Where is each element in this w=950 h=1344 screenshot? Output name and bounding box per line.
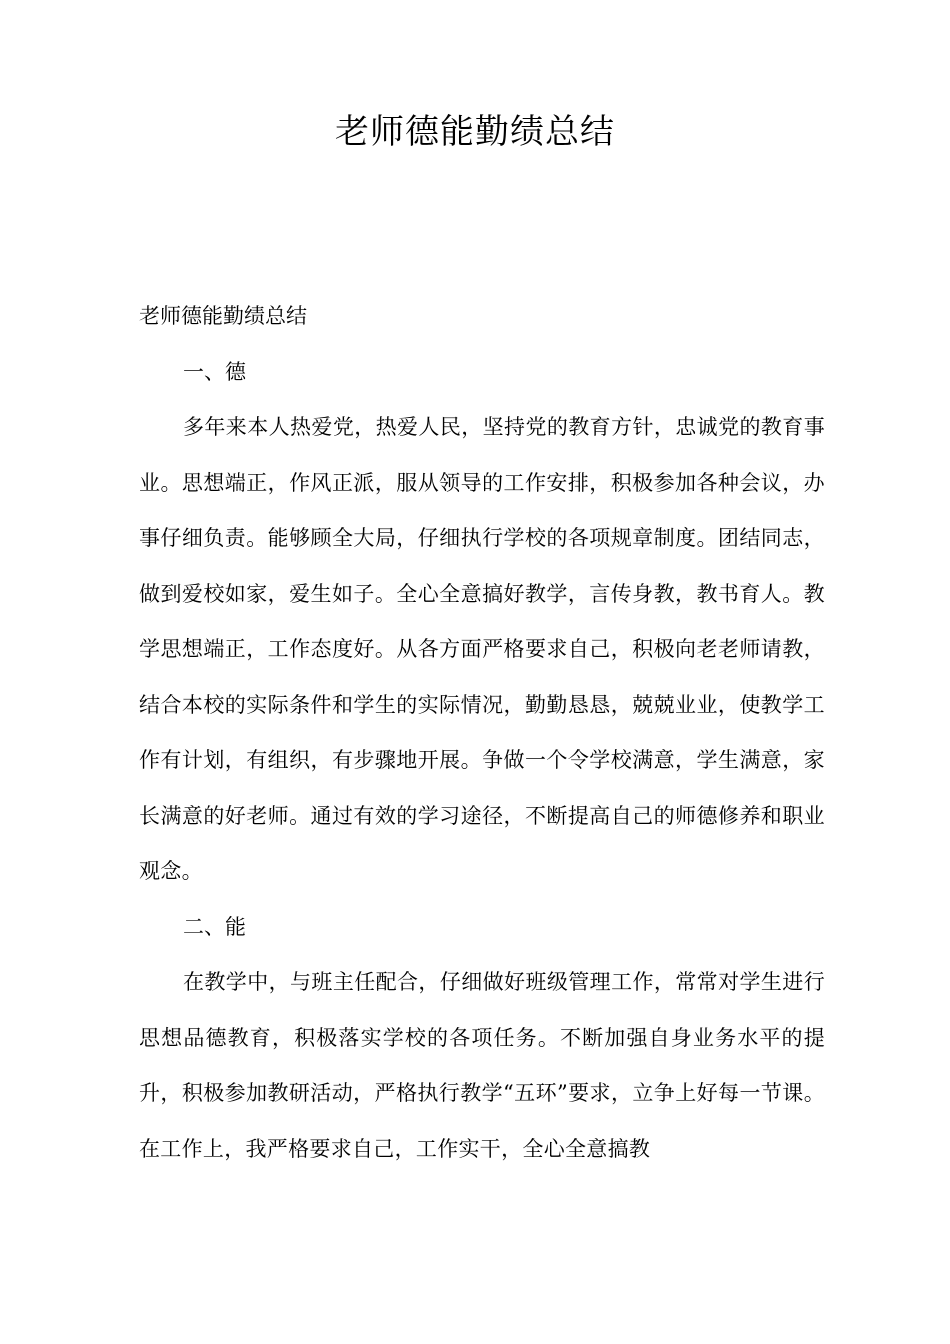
document-subtitle: 老师德能勤绩总结 [139, 304, 307, 328]
section-paragraph-de: 多年来本人热爱党，热爱人民，坚持党的教育方针，忠诚党的教育事业。思想端正，作风正派，服从领导的工作安排，积极参加各种会议，办事仔细负责。能够顾全大局，仔细执行学校的各项规章制度。团结同志，做到爱校如家，爱生如子。全心全意搞好教学，言传身教，教书育人。教学思想端正，工作态度好。从各方面严格要求自己，积极向老老师请教，结合本校的实际条件和学生的实际情况，勤勤恳恳，兢兢业业，使教学工作有计划，有组织，有步骤地开展。争做一个令学校满意，学生满意，家长满意的好老师。通过有效的学习途径，不断提高自己的师德修养和职业观念。 [139, 415, 825, 883]
section-paragraph-neng: 在教学中，与班主任配合，仔细做好班级管理工作，常常对学生进行思想品德教育，积极落实学校的各项任务。不断加强自身业务水平的提升，积极参加教研活动，严格执行教学“五环”要求，立争上好每一节课。在工作上，我严格要求自己，工作实干，全心全意搞教 [139, 970, 825, 1161]
section-heading-de: 一、德 [183, 359, 246, 384]
document-body [139, 289, 825, 1177]
document-title: 老师德能勤绩总结 [335, 112, 615, 152]
section-heading-neng: 二、能 [183, 914, 246, 939]
